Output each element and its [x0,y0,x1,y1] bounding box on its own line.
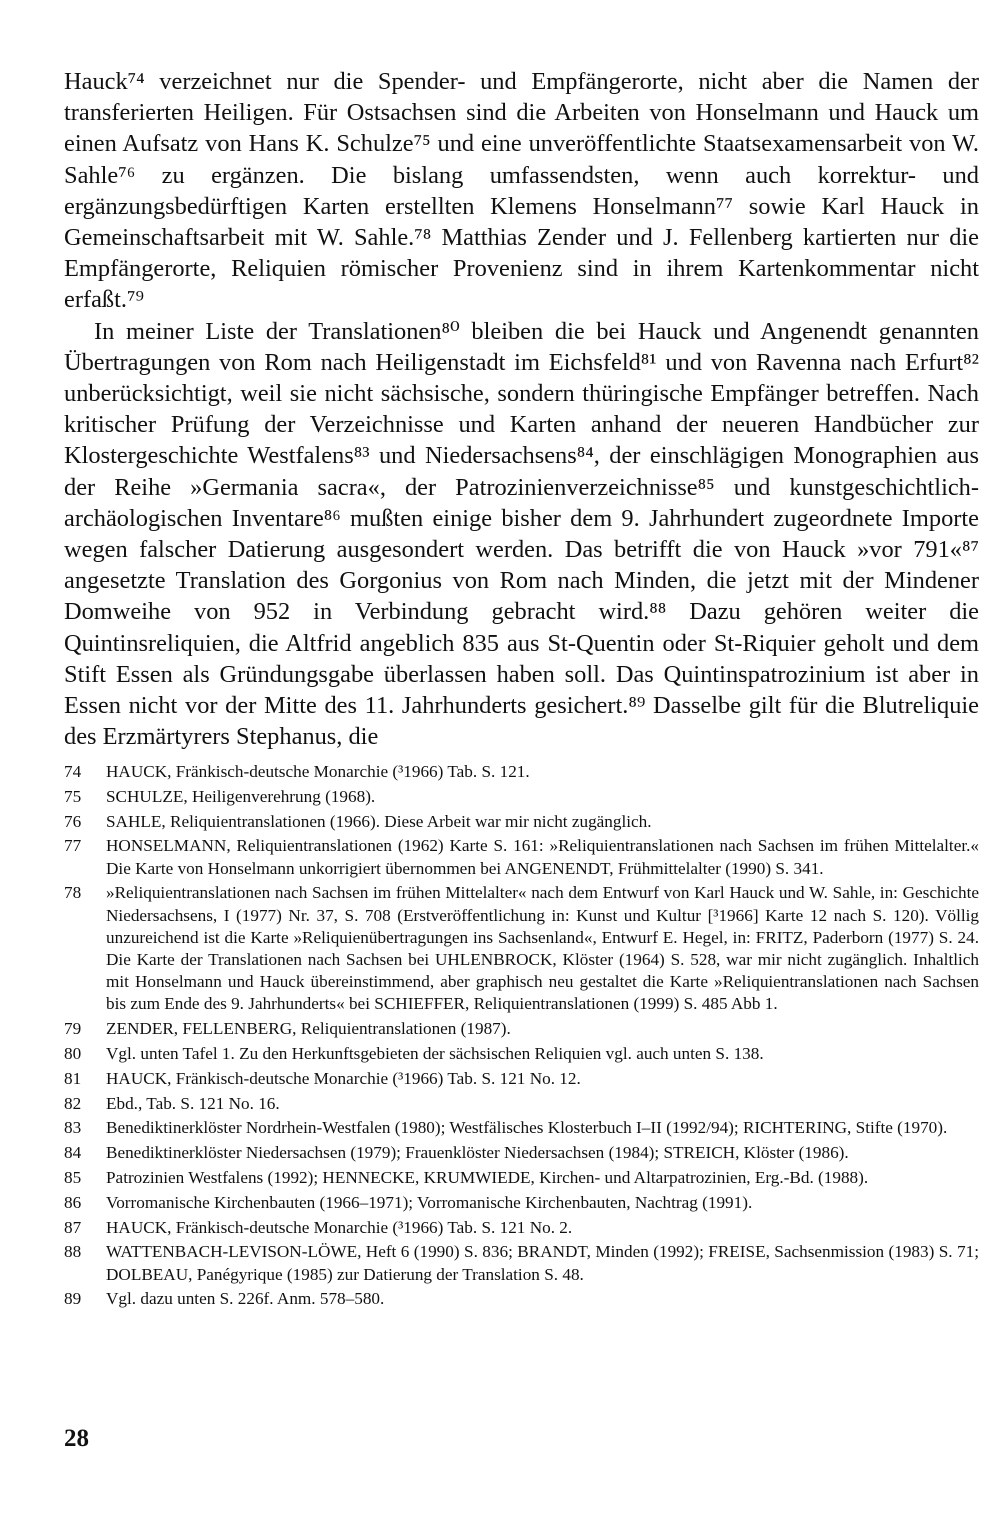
footnote-number: 79 [64,1019,82,1039]
footnote-text: Benediktinerklöster Nordrhein-Westfalen (1980); Westfälisches Klosterbuch I–II (1992/94); RICHTERING, Stifte (1970). [106,1118,948,1138]
footnote-number: 87 [64,1217,82,1237]
footnote-text: SCHULZE, Heiligenverehrung (1968). [106,786,376,806]
footnote-number: 88 [64,1242,82,1262]
footnote-number: 76 [64,811,82,831]
footnote-text: Vgl. unten Tafel 1. Zu den Herkunftsgebieten der sächsischen Reliquien vgl. auch unten S. 138. [106,1044,764,1063]
footnote-75 [64,786,979,808]
footnote-number: 75 [64,786,82,806]
footnote-82 [64,1093,979,1115]
footnote-84 [64,1142,979,1164]
footnote-text: HAUCK, Fränkisch-deutsche Monarchie (³1966) Tab. S. 121. [106,762,530,781]
footnote-86 [64,1192,979,1214]
footnotes [64,761,979,1313]
footnote-text: SAHLE, Reliquientranslationen (1966). Diese Arbeit war mir nicht zugänglich. [106,811,652,831]
page-number: 28 [64,1425,89,1452]
footnote-74 [64,761,979,783]
footnote-number: 83 [64,1118,82,1138]
footnote-number: 78 [64,883,82,903]
footnote-text: HONSELMANN, Reliquientranslationen (1962) Karte S. 161: »Reliquientranslationen nach Sachsen im frühen Mittelalter.« Die Karte von Honselmann unkorrigiert übernommen bei ANGENENDT, Frühmittelalter (1990) S. 341. [106,836,979,878]
footnote-number: 82 [64,1093,82,1113]
footnote-80 [64,1043,979,1065]
main-text [64,66,979,752]
footnote-number: 85 [64,1167,82,1187]
footnote-85 [64,1167,979,1189]
footnote-text: HAUCK, Fränkisch-deutsche Monarchie (³1966) Tab. S. 121 No. 12. [106,1068,581,1088]
footnote-text: WATTENBACH-LEVISON-LÖWE, Heft 6 (1990) S. 836; BRANDT, Minden (1992); FREISE, Sachsenmission (1983) S. 71; DOLBEAU, Panégyrique (1985) zur Datierung der Translation S. 48. [106,1242,979,1284]
footnote-text: Benediktinerklöster Niedersachsen (1979); Frauenklöster Niedersachsen (1984); STREICH, Klöster (1986). [106,1143,849,1163]
footnote-87 [64,1217,979,1239]
footnote-83 [64,1117,979,1139]
footnote-81 [64,1068,979,1090]
paragraph-1: Hauck⁷⁴ verzeichnet nur die Spender- und Empfängerorte, nicht aber die Namen der transferierten Heiligen. Für Ostsachsen sind die Arbeiten von Honselmann und Hauck um einen Aufsatz von Hans K. Schulze⁷⁵ und eine unveröffentlichte Staatsexamensarbeit von W. Sahle⁷⁶ zu ergänzen. Die bislang umfassendsten, wenn auch korrektur- und ergänzungsbedürftigen Karten erstellten Klemens Honselmann⁷⁷ sowie Karl Hauck in Gemeinschaftsarbeit mit W. Sahle.⁷⁸ Matthias Zender und J. Fellenberg kartierten nur die Empfängerorte, Reliquien römischer Provenienz sind in ihrem Kartenkommentar nicht erfaßt.⁷⁹ [64,68,979,314]
footnote-text: Vgl. dazu unten S. 226f. Anm. 578–580. [106,1289,385,1309]
footnote-text: Vorromanische Kirchenbauten (1966–1971); Vorromanische Kirchenbauten, Nachtrag (1991). [106,1192,753,1212]
footnote-89 [64,1288,979,1310]
footnote-number: 80 [64,1044,82,1063]
paragraph-2: In meiner Liste der Translationen⁸⁰ bleiben die bei Hauck und Angenendt genannten Übertragungen von Rom nach Heiligenstadt im Eichsfeld⁸¹ und von Ravenna nach Erfurt⁸² unberücksichtigt, weil sie nicht sächsische, sondern thüringische Empfänger betreffen. Nach kritischer Prüfung der Verzeichnisse und Karten anhand der neueren Handbücher zur Klostergeschichte Westfalens⁸³ und Niedersachsens⁸⁴, der einschlägigen Monographien aus der Reihe »Germania sacra«, der Patrozinienverzeichnisse⁸⁵ und kunstgeschichtlich-archäologischen Inventare⁸⁶ mußten einige bisher dem 9. Jahrhundert zugeordnete Importe wegen falscher Datierung ausgesondert werden. Das betrifft die von Hauck »vor 791«⁸⁷ angesetzte Translation des Gorgonius von Rom nach Minden, die jetzt mit der Mindener Domweihe von 952 in Verbindung gebracht wird.⁸⁸ Dazu gehören weiter die Quintinsreliquien, die Altfrid angeblich 835 aus St-Quentin oder St-Riquier geholt und dem Stift Essen als Gründungsgabe überlassen haben soll. Das Quintinspatrozinium ist aber in Essen nicht vor der Mitte des 11. Jahrhunderts gesichert.⁸⁹ Dasselbe gilt für die Blutreliquie des Erzmärtyrers Stephanus, die [64,317,979,751]
footnote-text: »Reliquientranslationen nach Sachsen im frühen Mittelalter« nach dem Entwurf von Karl Hauck und W. Sahle, in: Geschichte Niedersachsens, I (1977) Nr. 37, S. 708 (Erstveröffentlichung in: Kunst und Kultur [³1966] Karte 12 nach S. 120). Völlig unzureichend ist die Karte »Reliquienübertragungen ins Sachsenland«, Entwurf E. Hegel, in: FRITZ, Paderborn (1977) S. 24. Die Karte der Translationen nach Sachsen bei UHLENBROCK, Klöster (1964) S. 528, war mir nicht zugänglich. Inhaltlich mit Honselmann und Hauck übereinstimmend, aber graphisch neu gestaltet die Karte »Reliquientranslationen nach Sachsen bis zum Ende des 9. Jahrhunderts« bei SCHIEFFER, Reliquientranslationen (1999) S. 485 Abb 1. [106,883,979,1014]
footnote-78 [64,882,979,1015]
footnote-text: Ebd., Tab. S. 121 No. 16. [106,1093,280,1113]
footnote-number: 89 [64,1289,82,1309]
footnote-number: 74 [64,762,82,781]
footnote-88 [64,1241,979,1285]
footnote-text: ZENDER, FELLENBERG, Reliquientranslationen (1987). [106,1019,511,1039]
footnote-number: 81 [64,1068,82,1088]
footnote-77 [64,835,979,879]
footnote-79 [64,1018,979,1040]
footnote-number: 77 [64,836,82,856]
footnote-text: HAUCK, Fränkisch-deutsche Monarchie (³1966) Tab. S. 121 No. 2. [106,1217,573,1237]
footnote-number: 84 [64,1143,82,1163]
footnote-text: Patrozinien Westfalens (1992); HENNECKE, KRUMWIEDE, Kirchen- und Altarpatrozinien, Erg.-Bd. (1988). [106,1167,869,1187]
footnote-76 [64,811,979,833]
footnote-number: 86 [64,1192,82,1212]
